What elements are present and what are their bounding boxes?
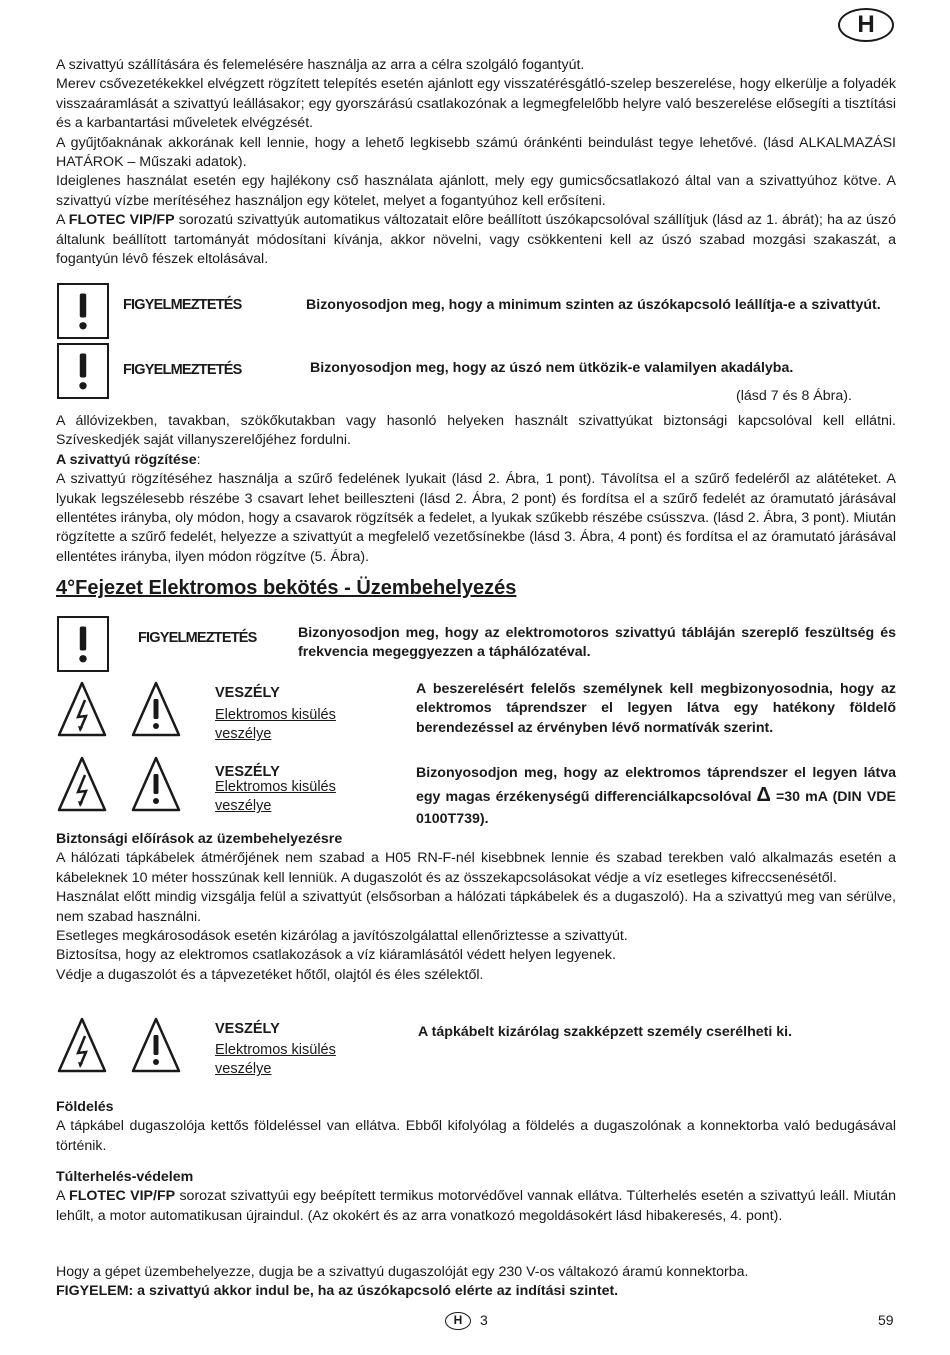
safety-section — [56, 830, 896, 985]
danger-text-end: =30 mA (DIN VDE 0100T739). — [416, 789, 896, 827]
start-paragraph: Hogy a gépet üzembehelyezze, dugja be a szivattyú dugaszolóját egy 230 V-os váltakozó áramú konnektorba. — [56, 1264, 749, 1280]
safety-line: Esetleges megkárosodások esetén kizárólag a javítószolgálattal ellenőriztesse a szivattyút. — [56, 928, 628, 945]
danger-title: VESZÉLY — [215, 764, 280, 780]
safety-line: Használat előtt mindig vizsgálja felül a szivattyút (elsősorban a hálózati tápkábelek és a dugaszoló). Ha a szivattyú meg van sérülve, nem szabad használni. — [56, 889, 896, 925]
chapter-title: 4°Fejezet Elektromos bekötés - Üzembehelyezés — [56, 577, 517, 599]
warning-text: Bizonyosodjon meg, hogy az úszó nem ütközik-e valamilyen akadályba. — [310, 360, 794, 376]
language-badge: H — [838, 8, 894, 42]
brand-name: FLOTEC VIP/FP — [69, 1188, 176, 1205]
exclamation-warning-icon — [57, 616, 109, 672]
intro-section — [56, 56, 896, 269]
intro-paragraph-1: A szivattyú szállítására és felemelésére használja az arra a célra szolgáló fogantyút. — [56, 57, 585, 73]
overload-text-start: A — [56, 1188, 70, 1205]
intro-p5-end: sorozatú szivattyúk automatikus változatait elôre beállított úszókapcsolóval szállítjuk (lásd az 1. ábrát); ha az úszó általunk beállított tartományát módosítani kívánja, akkor növelni, vagy csökkenteni kell az úszó szabad mozgási szakaszát, a fogantyún lévô fészek eltolásával. — [56, 212, 897, 268]
intro-p5-start: A — [56, 212, 69, 229]
footer-section-number: 3 — [480, 1312, 488, 1328]
warning-text: Bizonyosodjon meg, hogy a minimum szinten az úszókapcsoló leállítja-e a szivattyút. — [306, 297, 881, 313]
grounding-title: Földelés — [56, 1099, 114, 1115]
electric-hazard-icon — [56, 1016, 108, 1074]
fixing-paragraph: A szivattyú rögzítéséhez használja a szűrő fedelének lyukait (lásd 2. Ábra, 1 pont). Távolítsa el a szűrő fedeléről az alátéteket. A lyukak legszélesebb részébe 3 csavart lehet beilleszteni (lásd 2. Ábra, 2 pont) és fordítsa el a szűrő fedelét az óramutató járásával ellentétes irányba, oly módon, hogy a csavarok rögzítsék a fedelet, a lyukak szűkebb részébe csússzva. (lásd 2. Ábra, 3 pont). Miután rögzítette a szűrő fedelét, helyezze a szivattyút a megfelelő vezetősínekbe (lásd 3. Ábra, 4 pont) és fordítsa el az óramutató járásával ellentétes irányba, ilyen módon rögzítve (5. Ábra). — [56, 471, 896, 565]
safety-line: Védje a dugaszolót és a tápvezetéket hőtől, olajtól és éles szélektől. — [56, 966, 484, 983]
overload-text-end: sorozat szivattyúi egy beépített termikus motorvédővel vannak ellátva. Túlterhelés esetén a szivattyú leáll. Miután lehűlt, a motor automatikusan újraindul. (Az okokért és az arra vonatkozó megoldásokért lásd hibakeresés, 4. pont). — [56, 1188, 896, 1224]
danger-text-start: Bizonyosodjon meg, hogy az elektromos táprendszer el legyen látva egy magas érzékenységű differenciálkapcsolóval — [416, 765, 896, 805]
fixing-colon: : — [196, 451, 201, 468]
electric-hazard-icon — [56, 755, 108, 813]
start-warning: FIGYELEM: a szivattyú akkor indul be, ha az úszókapcsoló elérte az indítási szintet. — [56, 1283, 619, 1300]
safety-title: Biztonsági előírások az üzembehelyezésre — [56, 831, 343, 847]
fixing-title: A szivattyú rögzítése — [56, 451, 197, 468]
brand-name: FLOTEC VIP/FP — [68, 212, 175, 229]
delta-symbol: Δ — [756, 784, 771, 806]
warning-label: FIGYELMEZTETÉS — [123, 362, 242, 378]
safety-line: Biztosítsa, hogy az elektromos csatlakozások a víz kiáramlásától védett helyen legyenek. — [56, 947, 616, 964]
danger-text: A tápkábelt kizárólag szakképzett személy cserélheti ki. — [418, 1024, 793, 1040]
exclamation-warning-icon — [57, 283, 109, 339]
figure-reference: (lásd 7 és 8 Ábra). — [736, 388, 852, 404]
safety-line: A hálózati tápkábelek átmérőjének nem szabad a H05 RN-F-nél kisebbnek lennie és szabad terekben való alkalmazás esetén a kábeleknek 10 méter hosszúnak kell lenniük. A dugaszolót és az összekapcsolásokat védje a víz esetleges kifreccsenésétől. — [56, 850, 896, 886]
general-hazard-icon — [130, 1016, 182, 1074]
warning-text: Bizonyosodjon meg, hogy az elektromotoros szivattyú tábláján szereplő feszültség és frekvencia megeggyezzen a táphálózatéval. — [298, 625, 896, 661]
danger-subtitle: Elektromos kisülés veszélye — [215, 707, 336, 743]
start-section — [56, 1263, 896, 1302]
page-number: 59 — [878, 1312, 894, 1328]
exclamation-warning-icon — [57, 343, 109, 399]
danger-subtitle: Elektromos kisülés veszélye — [215, 1042, 336, 1078]
general-hazard-icon — [130, 755, 182, 813]
danger-text — [416, 762, 896, 830]
fixing-heading — [56, 451, 896, 470]
overload-paragraph — [56, 1187, 896, 1226]
danger-title: VESZÉLY — [215, 685, 280, 701]
fixing-section — [56, 412, 896, 567]
still-water-paragraph: A állóvizekben, tavakban, szökőkutakban vagy hasonló helyeken használt szivattyúkat biztonsági kapcsolóval kell ellátni. Szíveskedjék saját villanyszerelőjéhez fordulni. — [56, 413, 896, 449]
footer-language-badge: H — [445, 1312, 471, 1330]
warning-label: FIGYELMEZTETÉS — [123, 297, 242, 313]
warning-label: FIGYELMEZTETÉS — [138, 630, 257, 646]
intro-paragraph-3: A gyűjtőaknának akkorának kell lennie, hogy a lehető legkisebb számú óránkénti beindulást tegye lehetővé. (lásd ALKALMAZÁSI HATÁROK – Műszaki adatok). — [56, 134, 896, 171]
grounding-section — [56, 1098, 896, 1156]
danger-subtitle: Elektromos kisülés veszélye — [215, 779, 336, 815]
intro-paragraph-2: Merev csővezetékekkel elvégzett rögzített telepítés esetén ajánlott egy visszatérésgátló-szelep beszerelése, hogy elkerülje a folyadék visszaáramlását a szivattyú leállásakor; egy gyorszárású csatlakozónak a legmegfelelőbb helyre való beszerelése elősegíti a tisztítási és a karbantartási műveletek elvégzését. — [56, 76, 896, 132]
danger-text: A beszerelésért felelős személynek kell megbizonyosodnia, hogy az elektromos táprendszer el legyen látva egy hatékony földelő berendezéssel az érvényben lévő normatívák szerint. — [416, 681, 896, 736]
overload-section — [56, 1168, 896, 1226]
general-hazard-icon — [130, 680, 182, 738]
grounding-paragraph: A tápkábel dugaszolója kettős földeléssel van ellátva. Ebből kifolyólag a földelés a dugaszolónak a konnektorba való bedugásával történik. — [56, 1118, 896, 1154]
danger-title: VESZÉLY — [215, 1021, 280, 1037]
intro-paragraph-4: Ideiglenes használat esetén egy hajlékony cső használata ajánlott, mely egy gumicsőcsatlakozó által van a szivattyúhoz kötve. A szivattyú vízbe merítéséhez használjon egy kötelet, melyet a fogantyúhoz kell erősíteni. — [56, 173, 896, 209]
electric-hazard-icon — [56, 680, 108, 738]
intro-paragraph-5 — [56, 211, 896, 269]
overload-title: Túlterhelés-védelem — [56, 1169, 194, 1185]
